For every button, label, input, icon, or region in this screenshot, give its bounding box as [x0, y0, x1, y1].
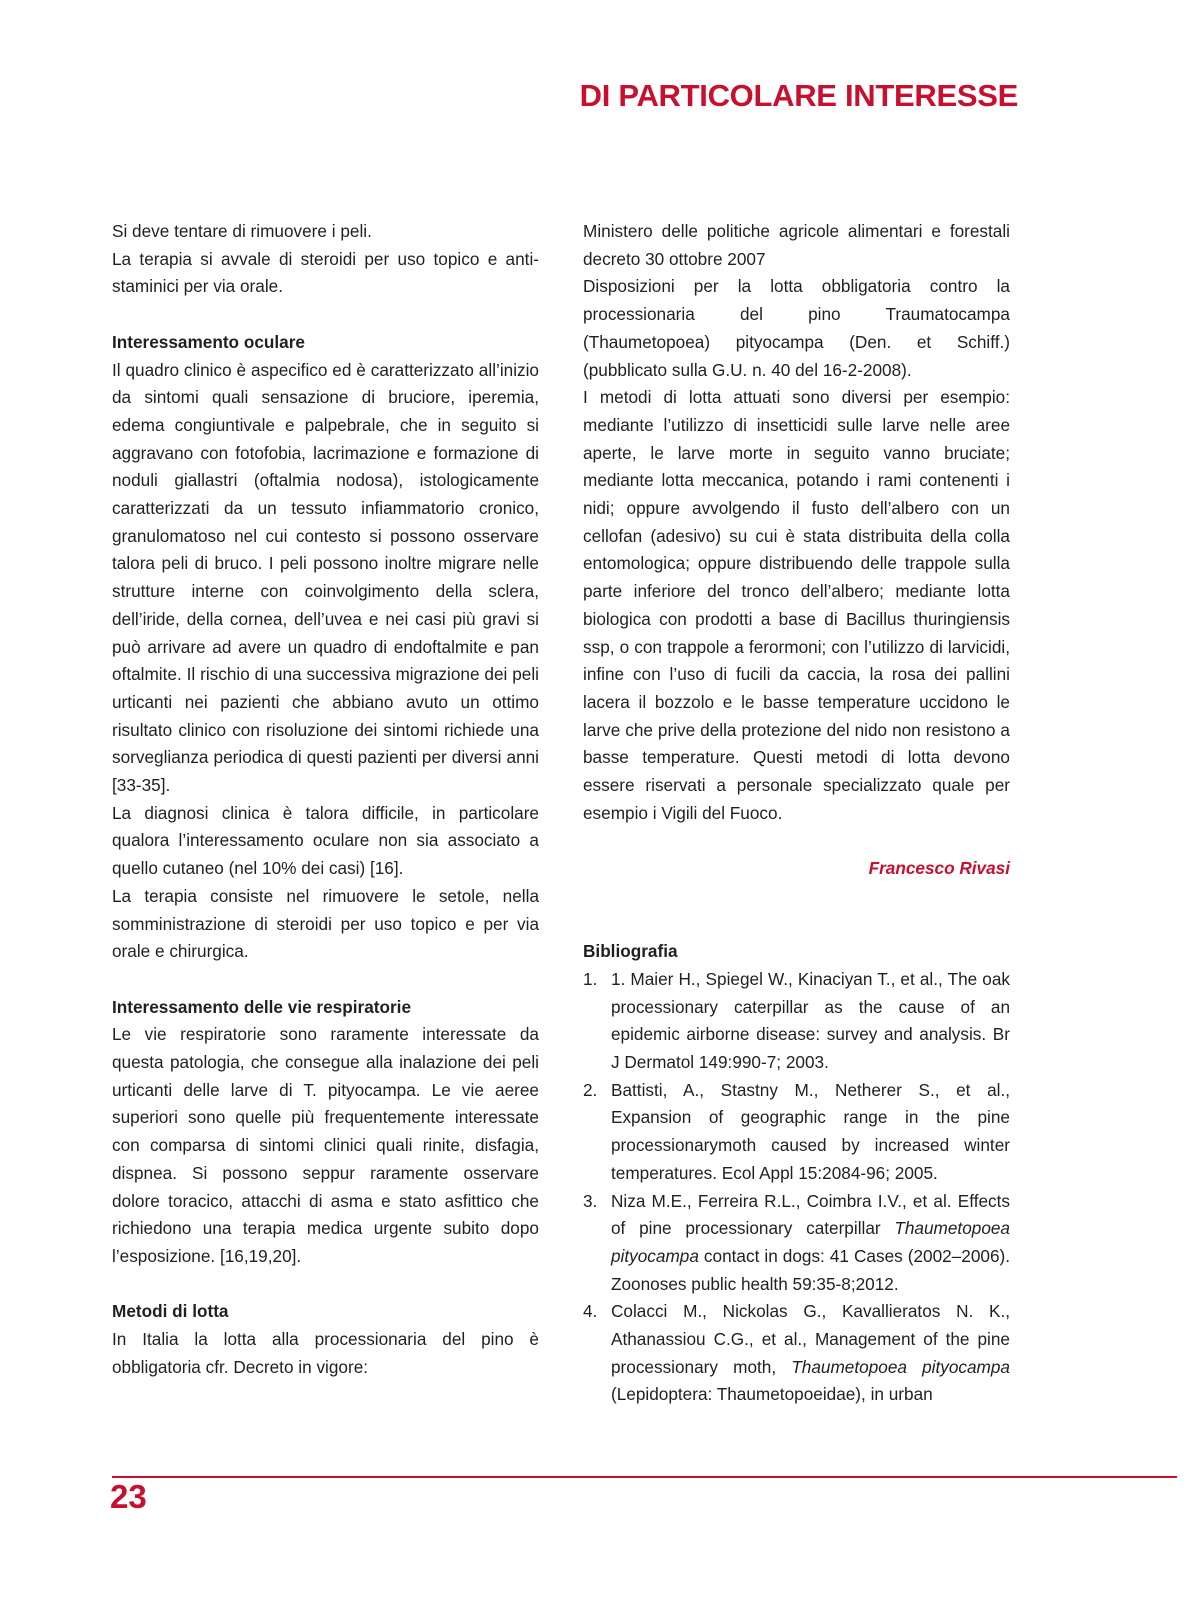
left-column: [112, 218, 539, 1381]
ocular-paragraph-2: La diagnosi clinica è talora difficile, in particolare qualora l’interessamento oculare non sia associato a quello cutaneo (nel 10% dei casi) [16].: [112, 802, 539, 879]
section-title: DI PARTICOLARE INTERESSE: [579, 78, 1018, 113]
reference-list: [583, 966, 1010, 1409]
heading-control-methods: Metodi di lotta: [112, 1301, 229, 1322]
reference-item: [583, 1077, 1010, 1188]
reference-item: [583, 1298, 1010, 1409]
species-name: Thaumetopoea pityocampa: [611, 1218, 1010, 1266]
decree-paragraph-1: Ministero delle politiche agricole alimentari e forestali decreto 30 ottobre 2007: [583, 221, 1010, 269]
reference-text: contact in dogs: 41 Cases (2002–2006). Zoonoses public health 59:35-8;2012.: [611, 1245, 1010, 1294]
ocular-paragraph-1: Il quadro clinico è aspecifico ed è caratterizzato all’inizio da sintomi quali sensazione di bruciore, iperemia, edema congiuntivale e palpebrale, che in seguito si aggravano con fotofobia, lacrimazione e formazione di noduli giallastri (oftalmia nodosa), istologicamente caratterizzati da un tessuto infiammatorio cronico, granulomatoso nel cui contesto si possono osservare talora peli di bruco. I peli possono inoltre migrare nelle strutture interne con coinvolgimento della sclera, dell’iride, della cornea, dell’uvea e nei casi più gravi si può arrivare ad avere un quadro di endoftalmite e pan oftalmite. Il rischio di una successiva migrazione dei peli urticanti nei pazienti che abbiano avuto un ottimo risultato clinico con risoluzione dei sintomi richiede una sorveglianza periodica di questi pazienti per diversi anni [33-35].: [112, 359, 539, 796]
reference-text: 1. Maier H., Spiegel W., Kinaciyan T., et al., The oak processionary caterpillar as the cause of an epidemic airborne disease: survey and analysis. Br J Dermatol 149:990-7; 2003.: [611, 968, 1010, 1073]
control-paragraph: In Italia la lotta alla processionaria del pino è obbligatoria cfr. Decreto in vigore:: [112, 1329, 539, 1377]
author-signature: Francesco Rivasi: [868, 858, 1010, 879]
heading-bibliography: Bibliografia: [583, 941, 678, 962]
reference-number: 3.: [583, 1190, 598, 1211]
intro-line-2: La terapia si avvale di steroidi per uso topico e anti-staminici per via orale.: [112, 248, 539, 297]
reference-number: 1.: [583, 968, 598, 989]
ocular-paragraph-3: La terapia consiste nel rimuovere le setole, nella somministrazione di steroidi per uso topico e per via orale e chirurgica.: [112, 885, 539, 962]
reference-number: 2.: [583, 1079, 598, 1100]
reference-text: Colacci M., Nickolas G., Kavallieratos N. K., Athanassiou C.G., et al., Management of the pine processionary moth,: [611, 1301, 1010, 1377]
reference-item: [583, 1188, 1010, 1299]
intro-line-1: Si deve tentare di rimuovere i peli.: [112, 221, 372, 241]
reference-item: [583, 966, 1010, 1077]
page-number: 23: [110, 1478, 147, 1515]
reference-text: Niza M.E., Ferreira R.L., Coimbra I.V., et al. Effects of pine processionary caterpillar: [611, 1190, 1010, 1239]
reference-number: 4.: [583, 1301, 598, 1322]
footer-divider: [112, 1476, 1177, 1478]
right-column: [583, 218, 1010, 1409]
reference-text: Battisti, A., Stastny M., Netherer S., et al., Expansion of geographic range in the pine processionarymoth caused by increased winter temperatures. Ecol Appl 15:2084-96; 2005.: [611, 1079, 1010, 1183]
respiratory-paragraph: Le vie respiratorie sono raramente interessate da questa patologia, che consegue alla inalazione dei peli urticanti delle larve di T. pityocampa. Le vie aeree superiori sono quelle più frequentemente interessate con comparsa di sintomi clinici quali rinite, disfagia, dispnea. Si possono seppur raramente osservare dolore toracico, attacchi di asma e stato asfittico che richiedono una terapia medica urgente subito dopo l’esposizione. [16,19,20].: [112, 1024, 539, 1266]
heading-respiratory: Interessamento delle vie respiratorie: [112, 996, 412, 1017]
heading-ocular: Interessamento oculare: [112, 331, 305, 352]
methods-paragraph: I metodi di lotta attuati sono diversi per esempio: mediante l’utilizzo di insetticidi sulle larve nelle aree aperte, le larve morte in seguito vanno bruciate; mediante lotta meccanica, potando i rami contenenti i nidi; oppure avvolgendo il fusto dell’albero con un cellofan (adesivo) su cui è stata distribuita della colla entomologica; oppure distribuendo delle trappole sulla parte inferiore del tronco dell’albero; mediante lotta biologica con prodotti a base di Bacillus thuringiensis ssp, o con trappole a ferormoni; con l’utilizzo di larvicidi, infine con l’uso di fucili da caccia, la rosa dei pallini lacera il bozzolo e le basse temperature uccidono le larve che prive della protezione del nido non resistono a basse temperature. Questi metodi di lotta devono essere riservati a personale specializzato quale per esempio i Vigili del Fuoco.: [583, 387, 1010, 823]
species-name: Thaumetopoea pityocampa: [791, 1356, 1010, 1377]
reference-text: (Lepidoptera: Thaumetopoeidae), in urban: [611, 1384, 933, 1405]
decree-paragraph-2: Disposizioni per la lotta obbligatoria contro la processionaria del pino Traumatocampa (Thaumetopoea) pityocampa (Den. et Schiff.) (pubblicato sulla G.U. n. 40 del 16-2-2008).: [583, 276, 1010, 380]
